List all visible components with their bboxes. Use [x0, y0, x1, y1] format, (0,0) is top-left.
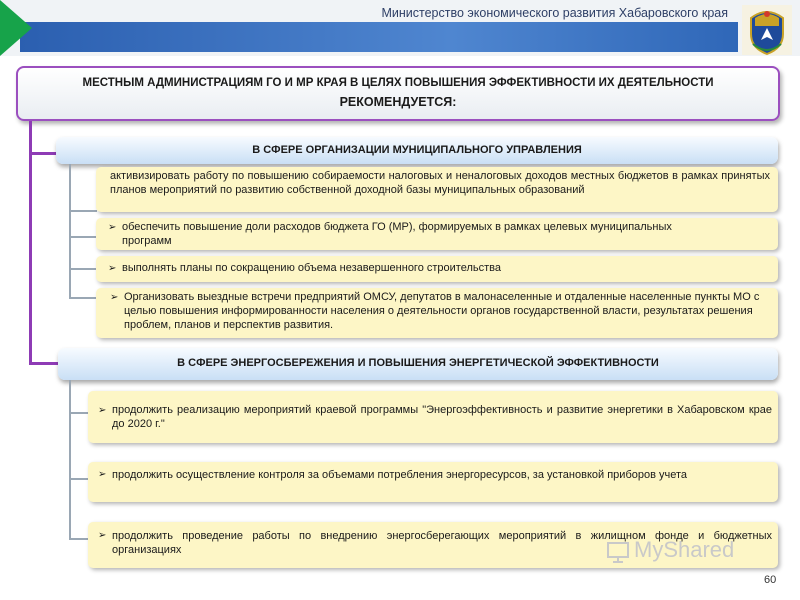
presentation-icon [606, 540, 630, 564]
header-green-triangle [0, 0, 32, 56]
recommendation-subtitle: РЕКОМЕНДУЕТСЯ: [339, 95, 457, 109]
section1-tree-line [69, 164, 71, 298]
list-item-text: продолжить проведение работы по внедрению энергосберегающих мероприятий в жилищном фонде и бюджетных организациях [112, 530, 772, 556]
section2-header [58, 348, 778, 380]
section2-branch [69, 478, 89, 480]
main-connector-line [29, 121, 32, 365]
header-blue-band [20, 22, 738, 52]
list-item-text: активизировать работу по повышению собираемости налоговых и неналоговых доходов местных бюджетов в рамках принятых планов мероприятий по развитию собственной доходной базы муниципальных образований [110, 170, 770, 196]
list-item-text: Организовать выездные встречи предприятий ОМСУ, депутатов в малонаселенные и отдаленные населенные пункты МО с целью повышения информированности населения о деятельности органов государственной власти, результатах решения проблем, планов и перспектив развития. [124, 291, 760, 331]
section2-connector [29, 362, 61, 365]
khabarovsk-emblem-icon [741, 4, 793, 56]
watermark: MyShared [634, 537, 735, 562]
arrow-bullet-icon: ➢ [98, 405, 107, 416]
section1-header [56, 137, 778, 164]
section1-branch [69, 210, 97, 212]
section2-branch [69, 538, 89, 540]
arrow-bullet-icon: ➢ [98, 530, 107, 541]
list-item-text: продолжить осуществление контроля за объемами потребления энергоресурсов, за установкой приборов учета [112, 469, 688, 481]
section1-branch [69, 297, 97, 299]
section1-branch [69, 236, 97, 238]
section1-branch [69, 268, 97, 270]
list-item [88, 391, 778, 443]
section2-title: В СФЕРЕ ЭНЕРГОСБЕРЕЖЕНИЯ И ПОВЫШЕНИЯ ЭНЕРГЕТИЧЕСКОЙ ЭФФЕКТИВНОСТИ [177, 357, 659, 369]
list-item [96, 256, 778, 282]
recommendation-box [16, 66, 780, 121]
recommendation-title: МЕСТНЫМ АДМИНИСТРАЦИЯМ ГО И МР КРАЯ В ЦЕЛЯХ ПОВЫШЕНИЯ ЭФФЕКТИВНОСТИ ИХ ДЕЯТЕЛЬНОСТИ [82, 77, 714, 89]
section1-title: В СФЕРЕ ОРГАНИЗАЦИИ МУНИЦИПАЛЬНОГО УПРАВЛЕНИЯ [252, 144, 582, 156]
list-item-text: продолжить реализацию мероприятий краевой программы "Энергоэффективность и развитие энергетики в Хабаровском крае до 2020 г." [112, 404, 772, 430]
list-item [96, 167, 778, 212]
section2-branch [69, 412, 89, 414]
list-item-text: выполнять планы по сокращению объема незавершенного строительства [122, 262, 501, 274]
arrow-bullet-icon: ➢ [110, 292, 119, 303]
arrow-bullet-icon: ➢ [108, 263, 117, 274]
section2-tree-line [69, 380, 71, 540]
list-item [88, 462, 778, 502]
page-number: 60 [764, 574, 777, 586]
arrow-bullet-icon: ➢ [98, 469, 107, 480]
arrow-bullet-icon: ➢ [108, 222, 117, 233]
list-item-text: обеспечить повышение доли расходов бюджета ГО (МР), формируемых в рамках целевых муниципальных программ [122, 221, 672, 247]
header-title: Министерство экономического развития Хабаровского края [381, 6, 728, 20]
list-item [96, 288, 778, 338]
list-item [96, 218, 778, 250]
